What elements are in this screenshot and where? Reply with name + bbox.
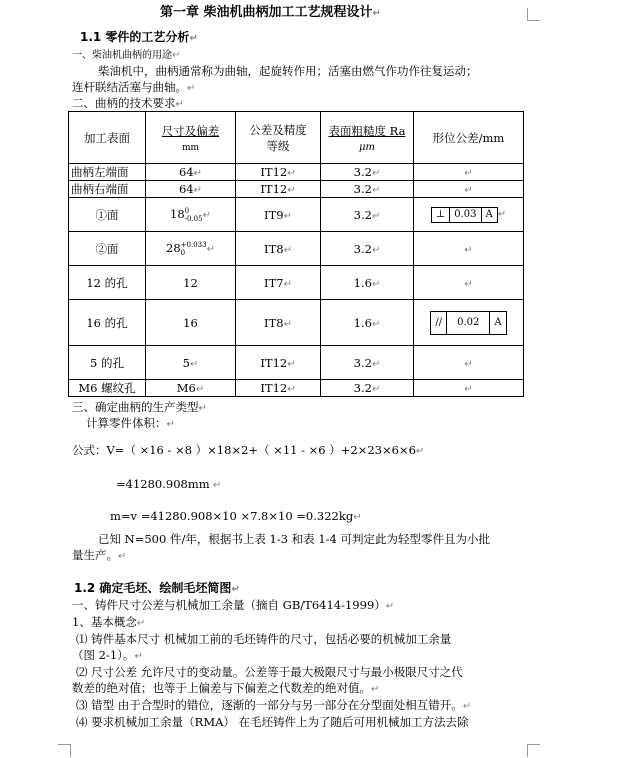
crop-mark-top-right [527, 8, 540, 21]
cell-grade: IT7↵ [236, 266, 321, 300]
cell-roughness: 3.2↵ [321, 198, 414, 232]
header-surface: 加工表面 [69, 112, 146, 164]
perpendicularity-tolerance-frame: ⊥ 0.03 A [431, 207, 498, 223]
item-3: ⑶ 错型 由于合型时的错位，逐渐的一部分与另一部分在分型面处相互错开。↵ [76, 698, 472, 712]
table-row [69, 164, 524, 181]
cell-surface: 曲柄左端面 [69, 164, 146, 181]
table-row [69, 346, 524, 380]
cell-roughness: 1.6↵ [321, 266, 414, 300]
parallelism-tolerance-frame: // 0.02 A [430, 311, 506, 335]
cell-size: 28+0.033 0 ↵ [146, 232, 236, 266]
cell-geometric: ↵ [414, 232, 524, 266]
purpose-line-1: 柴油机中，曲柄通常称为曲轴，起旋转作用；活塞由燃气作功作往复运动； [98, 64, 478, 78]
cell-grade: IT8↵ [236, 300, 321, 346]
cell-geometric: ↵ [414, 164, 524, 181]
item-2-line-1: ⑵ 尺寸公差 允许尺寸的变动量。公差等于最大极限尺寸与最小极限尺寸之代 [76, 665, 463, 679]
cell-surface: ②面 [69, 232, 146, 266]
cell-grade: IT9↵ [236, 198, 321, 232]
cell-size: M6↵ [146, 380, 236, 397]
cell-geometric: ↵ [414, 266, 524, 300]
cell-surface: 12 的孔 [69, 266, 146, 300]
tech-requirements-table [68, 111, 524, 397]
header-size: 尺寸及偏差 mm [146, 112, 236, 164]
production-line-2: 量生产。↵ [72, 548, 127, 562]
table-row [69, 300, 524, 346]
cell-geometric: ↵ [414, 380, 524, 397]
perpendicularity-icon: ⊥ [432, 208, 450, 222]
cell-size: 180 -0.05↵ [146, 198, 236, 232]
cell-roughness: 3.2↵ [321, 380, 414, 397]
volume-calc-label: 计算零件体积：↵ [86, 416, 175, 430]
cell-surface: 曲柄右端面 [69, 181, 146, 198]
table-row [69, 232, 524, 266]
cell-geometric: ↵ [414, 181, 524, 198]
cell-roughness: 3.2↵ [321, 346, 414, 380]
item-4: ⑷ 要求机械加工余量（RMA） 在毛坯铸件上为了随后可用机械加工方法去除 [76, 715, 469, 729]
production-line-1: 已知 N=500 件/年，根据书上表 1-3 和表 1-4 可判定此为轻型零件且为小批 [98, 532, 490, 546]
section-1-2-heading: 1.2 确定毛坯、绘制毛坯简图↵ [74, 581, 240, 595]
header-grade: 公差及精度 等级 [236, 112, 321, 164]
crop-mark-bottom-right [527, 744, 540, 757]
casting-tolerance-heading: 一、铸件尺寸公差与机械加工余量（摘自 GB/T6414-1999）↵ [72, 598, 395, 612]
cell-size: 5↵ [146, 346, 236, 380]
production-type-heading: 三、确定曲柄的生产类型↵ [72, 400, 207, 414]
table-row [69, 380, 524, 397]
cell-size: 16 [146, 300, 236, 346]
cell-size: 64↵ [146, 181, 236, 198]
item-1-line-1: ⑴ 铸件基本尺寸 机械加工前的毛坯铸件的尺寸，包括必要的机械加工余量 [76, 632, 452, 646]
cell-geometric: ⊥ 0.03 A ↵ [414, 198, 524, 232]
basic-concepts-heading: 1、基本概念↵ [72, 615, 146, 629]
cell-grade: IT8↵ [236, 232, 321, 266]
cell-roughness: 1.6↵ [321, 300, 414, 346]
table-row [69, 198, 524, 232]
volume-result: =41280.908mm ↵ [116, 477, 222, 491]
cell-roughness: 3.2↵ [321, 181, 414, 198]
cell-grade: IT12↵ [236, 164, 321, 181]
cell-geometric [414, 300, 524, 346]
cell-grade: IT12↵ [236, 380, 321, 397]
table-header-row [69, 112, 524, 164]
table-row [69, 181, 524, 198]
cell-surface: M6 螺纹孔 [69, 380, 146, 397]
cell-grade: IT12↵ [236, 181, 321, 198]
cell-grade: IT12↵ [236, 346, 321, 380]
table-row [69, 266, 524, 300]
header-roughness: 表面粗糙度 Ra μm [321, 112, 414, 164]
header-geometric-tolerance: 形位公差/mm [414, 112, 524, 164]
item-1-line-2: （图 2-1）。↵ [72, 648, 143, 662]
cell-size: 12 [146, 266, 236, 300]
cell-surface: ①面 [69, 198, 146, 232]
tech-req-heading: 二、曲柄的技术要求↵ [72, 96, 184, 110]
chapter-title: 第一章 柴油机曲柄加工工艺规程设计↵ [160, 5, 381, 20]
purpose-line-2: 连杆联结活塞与曲轴。↵ [72, 80, 196, 94]
cell-roughness: 3.2↵ [321, 164, 414, 181]
cell-size: 64↵ [146, 164, 236, 181]
cell-surface: 16 的孔 [69, 300, 146, 346]
parallelism-icon: // [431, 312, 447, 334]
purpose-heading: 一、柴油机曲柄的用途↵ [72, 50, 181, 61]
crop-mark-bottom-left [58, 744, 71, 757]
cell-surface: 5 的孔 [69, 346, 146, 380]
volume-formula: 公式：V=（ ×16 - ×8 ）×18×2+（ ×11 - ×6 ）+2×23×6×6↵ [72, 443, 425, 457]
item-2-line-2: 数差的绝对值；也等于上偏差与下偏差之代数差的绝对值。↵ [72, 681, 380, 695]
cell-geometric: ↵ [414, 346, 524, 380]
mass-formula: m=v =41280.908×10 ×7.8×10 =0.322kg↵ [110, 509, 362, 523]
section-1-1-heading: 1.1 零件的工艺分析↵ [80, 30, 198, 44]
cell-roughness: 3.2↵ [321, 232, 414, 266]
